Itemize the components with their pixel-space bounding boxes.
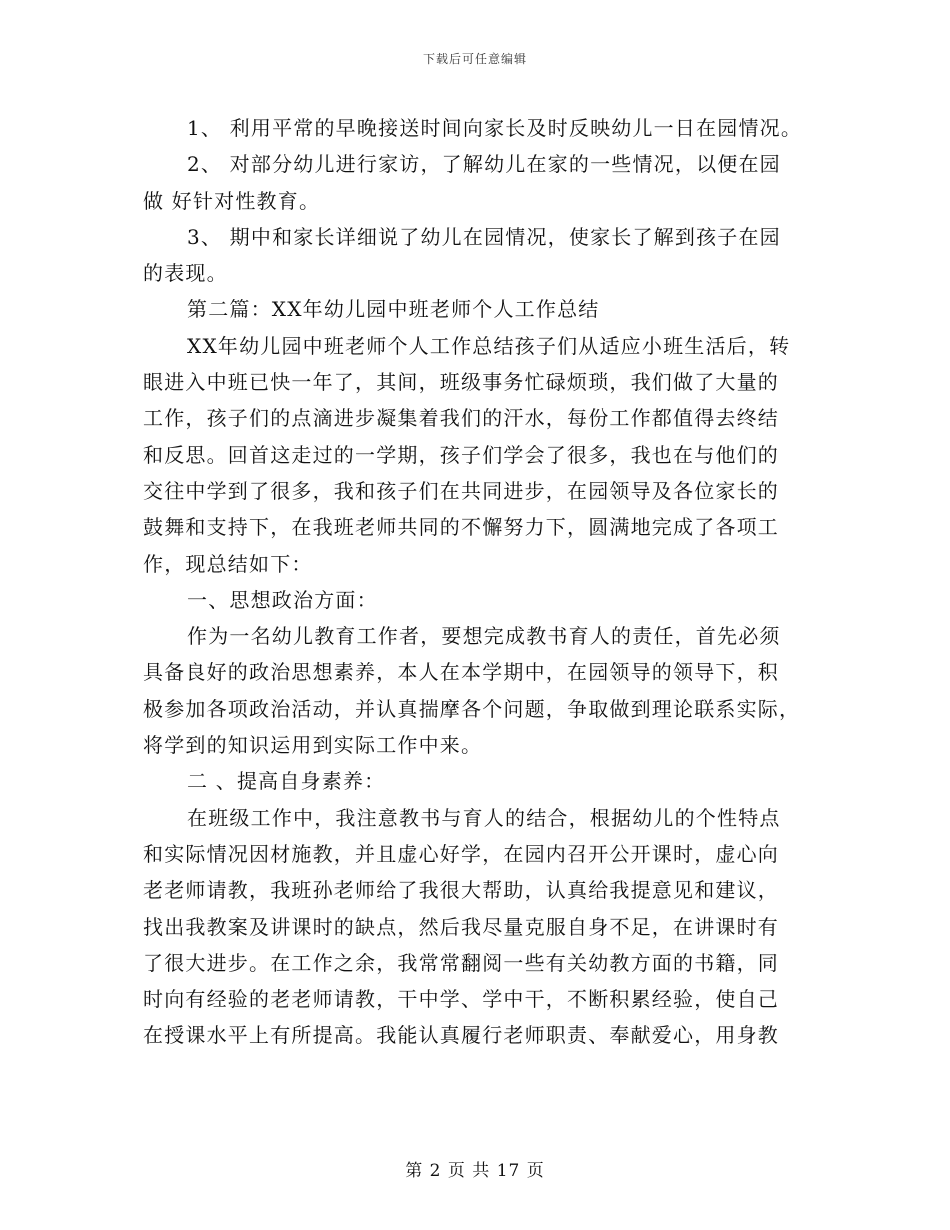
- page-number: 第 2 页 共 17 页: [405, 1161, 545, 1181]
- text-line: 1、 利用平常的早晚接送时间向家长及时反映幼儿一日在园情况。: [187, 116, 803, 140]
- text-line: 和实际情况因材施教，并且虚心好学，在园内召开公开课时，虚心向: [143, 841, 779, 866]
- text-line: 了很大进步。在工作之余，我常常翻阅一些有关幼教方面的书籍，同: [143, 950, 779, 975]
- text-line: 老老师请教，我班孙老师给了我很大帮助，认真给我提意见和建议，: [143, 878, 779, 903]
- text-line: 找出我教案及讲课时的缺点，然后我尽量克服自身不足，在讲课时有: [143, 914, 779, 939]
- text-line: 作为一名幼儿教育工作者，要想完成教书育人的责任，首先必须: [187, 624, 781, 649]
- text-line: 3、 期中和家长详细说了幼儿在园情况，使家长了解到孩子在园: [187, 224, 781, 249]
- text-line: 极参加各项政治活动，并认真揣摩各个问题，争取做到理论联系实际，: [143, 696, 801, 721]
- text-line: 的表现。: [143, 261, 228, 286]
- text-line: 一、思想政治方面：: [187, 587, 378, 612]
- text-line: XX年幼儿园中班老师个人工作总结孩子们从适应小班生活后，转: [187, 333, 791, 358]
- page-header: 下载后可任意编辑: [422, 52, 527, 66]
- text-line: 作，现总结如下：: [143, 551, 313, 576]
- text-line: 具备良好的政治思想素养，本人在本学期中，在园领导的领导下，积: [143, 660, 779, 685]
- text-line: 将学到的知识运用到实际工作中来。: [143, 733, 483, 758]
- text-line: 做 好针对性教育。: [143, 188, 321, 213]
- text-line: 眼进入中班已快一年了，其间，班级事务忙碌烦琐，我们做了大量的: [143, 370, 779, 395]
- text-line: 在班级工作中，我注意教书与育人的结合，根据幼儿的个性特点: [187, 805, 781, 830]
- text-line: 鼓舞和支持下，在我班老师共同的不懈努力下，圆满地完成了各项工: [143, 515, 779, 540]
- text-line: 交往中学到了很多，我和孩子们在共同进步，在园领导及各位家长的: [143, 478, 779, 503]
- text-line: 工作，孩子们的点滴进步凝集着我们的汗水，每份工作都值得去终结: [143, 406, 779, 431]
- text-line: 2、 对部分幼儿进行家访，了解幼儿在家的一些情况，以便在园: [187, 152, 781, 177]
- text-line: 二 、提高自身素养：: [187, 769, 386, 794]
- document-body: [143, 110, 813, 1054]
- text-line: 在授课水平上有所提高。我能认真履行老师职责、奉献爱心，用身教: [143, 1023, 779, 1048]
- text-line: 第二篇：XX年幼儿园中班老师个人工作总结: [187, 297, 600, 322]
- text-line: 和反思。回首这走过的一学期，孩子们学会了很多，我也在与他们的: [143, 442, 779, 467]
- text-line: 时向有经验的老老师请教，干中学、学中干，不断积累经验，使自己: [143, 987, 779, 1012]
